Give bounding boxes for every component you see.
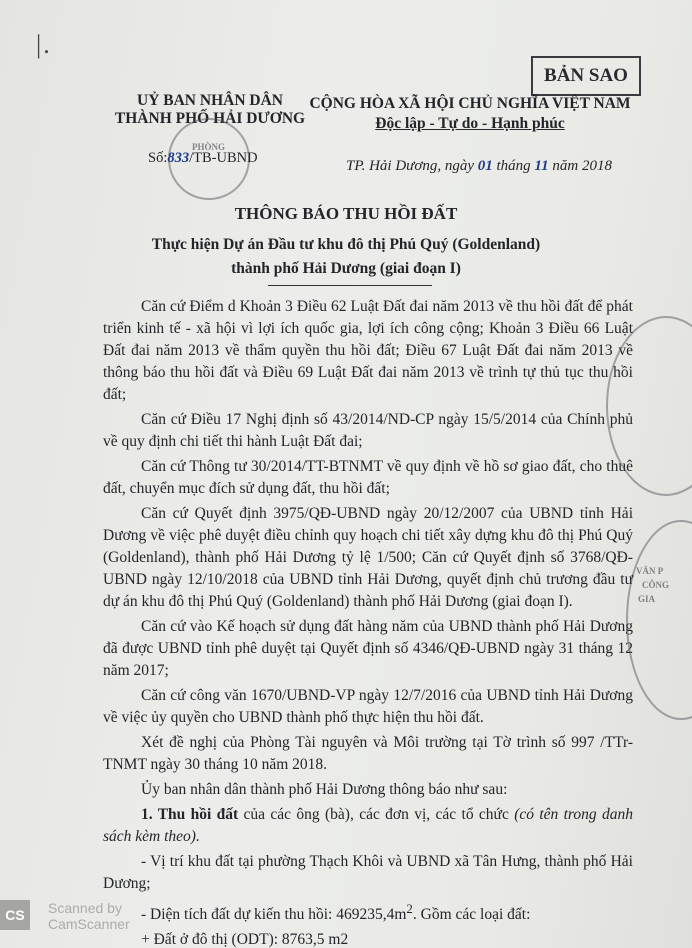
paragraph-urban-land: + Đất ở đô thị (ODT): 8763,5 m2 (141, 931, 349, 948)
camscanner-watermark (48, 900, 130, 932)
watermark-line-1: Scanned by (48, 900, 122, 916)
dateline (346, 158, 612, 175)
edge-seal-label-3: GIA (638, 594, 656, 604)
national-title: CỘNG HÒA XÃ HỘI CHỦ NGHĨA VIỆT NAM (309, 95, 631, 112)
paragraph-legal-basis-2: Căn cứ Điều 17 Nghị định số 43/2014/ND-CP ngày 15/5/2014 của Chính phủ về quy định chi tiết thi hành Luật Đất đai; (103, 411, 633, 450)
national-header (305, 94, 635, 134)
document-body (103, 296, 633, 948)
national-motto: Độc lập - Tự do - Hạnh phúc (375, 115, 565, 132)
number-suffix: /TB-UBND (189, 150, 258, 166)
area-prefix: - Diện tích đất dự kiến thu hồi: 469235,4m (141, 906, 407, 924)
watermark-line-2: CamScanner (48, 916, 130, 932)
paragraph-legal-basis-5: Căn cứ vào Kế hoạch sử dụng đất hàng năm của UBND thành phố Hải Dương đã được UBND tỉnh phê duyệt tại Quyết định số 4346/QĐ-UBND ngày 31 tháng 12 năm 2017; (103, 618, 633, 679)
dateline-month: 11 (534, 158, 549, 174)
issuer-line-2: THÀNH PHỐ HẢI DƯƠNG (114, 110, 306, 127)
subtitle-line-1: Thực hiện Dự án Đầu tư khu đô thị Phú Quý (Goldenland) (151, 236, 541, 253)
number-handwritten: 833 (167, 150, 190, 166)
corner-handwritten-mark: |. (36, 30, 52, 59)
edge-seal-label-1: VĂN P (636, 566, 664, 576)
copy-stamp: BẢN SAO (531, 56, 641, 96)
camscanner-logo-icon: CS (0, 900, 30, 930)
item-1-text: của các ông (bà), các đơn vị, các tổ chức (238, 806, 515, 823)
dateline-day: 01 (477, 158, 493, 174)
paragraph-location: - Vị trí khu đất tại phường Thạch Khôi và UBND xã Tân Hưng, thành phố Hải Dương; (103, 853, 633, 892)
seal-label-top: PHÒNG (192, 142, 225, 152)
edge-seal-label-2: CÔNG (642, 580, 669, 590)
subtitle-underline (268, 285, 432, 286)
paragraph-legal-basis-1: Căn cứ Điểm d Khoản 3 Điều 62 Luật Đất đai năm 2013 về thu hồi đất để phát triển kinh tế - xã hội vì lợi ích quốc gia, lợi ích công cộng; Khoản 3 Điều 66 Luật Đất đai năm 2013 về thẩm quyền thu hồi đất; Điều 67 Luật Đất đai năm 2013 về thông báo thu hồi đất và Điều 69 Luật Đất đai năm 2013 về trình tự thủ tục thu hồi đất; (103, 298, 633, 403)
paragraph-proposal: Xét đề nghị của Phòng Tài nguyên và Môi trường tại Tờ trình số 997 /TTr-TNMT ngày 30 tháng 10 năm 2018. (103, 734, 633, 773)
subtitle-line-2: thành phố Hải Dương (giai đoạn I) (231, 260, 461, 277)
area-superscript: 2 (406, 901, 413, 916)
number-prefix: Số: (148, 150, 168, 166)
paragraph-area (103, 898, 633, 926)
dateline-mid: tháng (492, 158, 535, 174)
item-1-note: (có tên trong danh sách kèm theo). (103, 806, 633, 845)
paragraph-legal-basis-6: Căn cứ công văn 1670/UBND-VP ngày 12/7/2016 của UBND tỉnh Hải Dương về việc ủy quyền cho UBND thành phố thực hiện thu hồi đất. (103, 687, 633, 726)
paragraph-legal-basis-3: Căn cứ Thông tư 30/2014/TT-BTNMT về quy định về hồ sơ giao đất, cho thuê đất, chuyển mục đích sử dụng đất, thu hồi đất; (103, 458, 633, 497)
paragraph-item-1 (103, 804, 633, 848)
area-suffix: . Gồm các loại đất: (412, 906, 531, 924)
edge-seal-stamp-2 (626, 520, 692, 720)
item-1-heading: 1. Thu hồi đất (141, 806, 239, 823)
paragraph-legal-basis-4: Căn cứ Quyết định 3975/QĐ-UBND ngày 20/12/2007 của UBND tỉnh Hải Dương về việc phê duyệt điều chỉnh quy hoạch chi tiết xây dựng khu đô thị Phú Quý (Goldenland), thành phố Hải Dương tỷ lệ 1/500; Căn cứ Quyết định số 3768/QĐ-UBND ngày 12/10/2018 của UBND tỉnh Hải Dương, quyết định chủ trương đầu tư dự án khu đô thị Phú Quý (Goldenland) thành phố Hải Dương (giai đoạn I). (103, 505, 633, 610)
dateline-prefix: TP. Hải Dương, ngày (346, 158, 478, 174)
document-number (148, 150, 258, 167)
dateline-suffix: năm 2018 (548, 158, 612, 174)
issuer-line-1: UỶ BAN NHÂN DÂN (137, 92, 283, 109)
document-title: THÔNG BÁO THU HỒI ĐẤT (234, 204, 458, 223)
paragraph-announcement: Ủy ban nhân dân thành phố Hải Dương thông báo như sau: (141, 781, 508, 798)
document-subtitle (0, 233, 692, 281)
